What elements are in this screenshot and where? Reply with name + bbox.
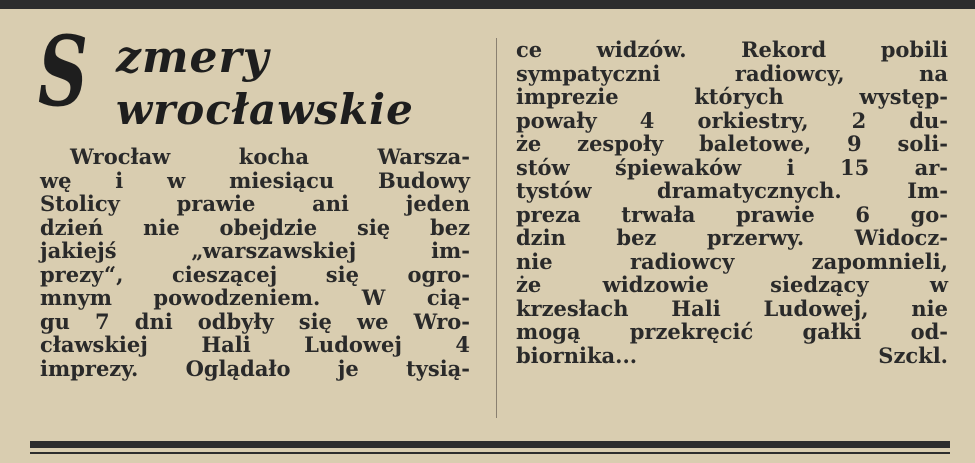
text-line: imprezie których występ- (516, 84, 948, 109)
author-signature: Szckl. (878, 342, 948, 368)
headline-line-1: zmery (116, 32, 270, 83)
text-line: mnym powodzeniem. W cią- (40, 285, 470, 310)
text-line: sympatyczni radiowcy, na (516, 60, 948, 86)
text-line: Wrocław kocha Warsza- (70, 144, 470, 169)
text-line: prezy“, cieszącej się ogro- (40, 261, 470, 287)
text-line: preza trwała prawie 6 go- (516, 201, 948, 227)
headline-initial: S (38, 15, 88, 128)
text-line: jakiejś „warszawskiej im- (40, 238, 470, 263)
text-line: powały 4 orkiestry, 2 du- (516, 107, 948, 133)
text-line: że widzowie siedzący w (516, 272, 948, 297)
text-line: wę i w miesiącu Budowy (40, 167, 470, 193)
text-line: ce widzów. Rekord pobili (516, 37, 948, 62)
text-line: dzień nie obejdzie się bez (40, 214, 470, 240)
bottom-rule (30, 441, 950, 448)
text-line: mogą przekręcić gałki od- (516, 319, 948, 344)
text-line: krzesłach Hali Ludowej, nie (516, 295, 948, 321)
headline-line-2: wrocławskie (116, 85, 414, 134)
text-line: tystów dramatycznych. Im- (516, 178, 948, 203)
closing-line (516, 344, 948, 368)
article-column-right (516, 38, 948, 367)
headline (36, 15, 486, 140)
text-line: gu 7 dni odbyły się we Wro- (40, 308, 470, 334)
column-divider (496, 38, 497, 418)
text-line: że zespoły baletowe, 9 soli- (516, 131, 948, 156)
text-line: dzin bez przerwy. Widocz- (516, 225, 948, 250)
article-column-left (40, 145, 470, 380)
closing-text: biornika... (516, 342, 638, 368)
text-line: stów śpiewaków i 15 ar- (516, 154, 948, 180)
text-line: cławskiej Hali Ludowej 4 (40, 332, 470, 357)
text-line: nie radiowcy zapomnieli, (516, 248, 948, 274)
text-line: imprezy. Oglądało je tysią- (40, 355, 470, 381)
text-line: Stolicy prawie ani jeden (40, 191, 470, 216)
bottom-rule-thin (30, 452, 950, 454)
top-rule (0, 0, 975, 9)
